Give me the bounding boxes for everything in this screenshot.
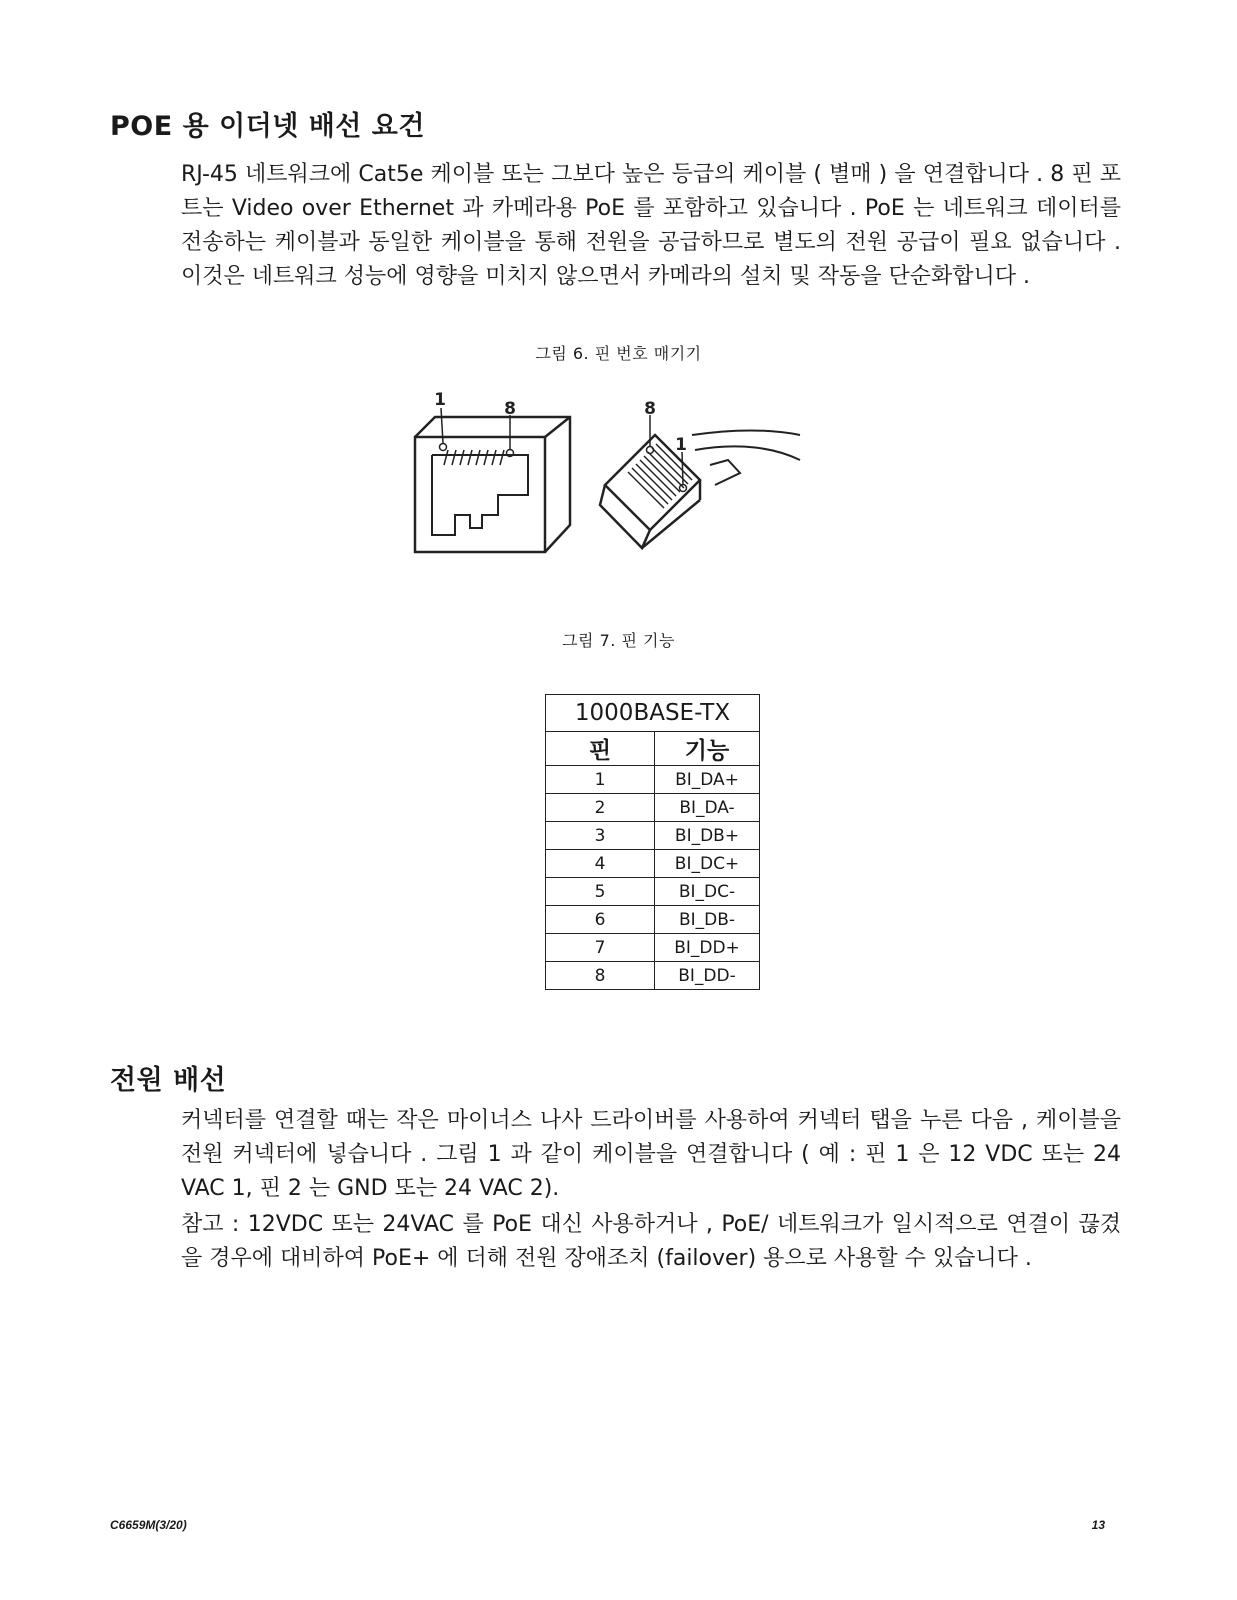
power-wiring-note: 참고 : 12VDC 또는 24VAC 를 PoE 대신 사용하거나 , PoE/ 네트워크가 일시적으로 연결이 끊겼을 경우에 대비하여 PoE+ 에 더해 전원 장애조치 (failover) 용으로 사용할 수 있습니다 .: [181, 1212, 1121, 1271]
pin-cell: 7: [546, 934, 655, 962]
pin-cell: 8: [546, 962, 655, 990]
pin-cell: 6: [546, 906, 655, 934]
pin-numbering-figure: [410, 390, 810, 565]
function-cell: BI_DD-: [655, 962, 760, 990]
function-cell: BI_DA+: [655, 766, 760, 794]
figure-6-caption: 그림 6. 핀 번호 매기기: [535, 344, 702, 363]
function-cell: BI_DD+: [655, 934, 760, 962]
figure-7-caption: 그림 7. 핀 기능: [562, 631, 675, 650]
jack-pin-1-label: 1: [434, 390, 446, 410]
table-row: [546, 934, 760, 962]
table-row: [546, 794, 760, 822]
column-header-pin: 핀: [546, 732, 655, 766]
table-title: 1000BASE-TX: [546, 695, 760, 732]
section-heading-poe-wiring: POE 용 이더넷 배선 요건: [110, 111, 425, 142]
pin-cell: 2: [546, 794, 655, 822]
function-cell: BI_DC-: [655, 878, 760, 906]
pin-cell: 3: [546, 822, 655, 850]
pin-cell: 5: [546, 878, 655, 906]
table-row: [546, 822, 760, 850]
power-wiring-paragraph: 커넥터를 연결할 때는 작은 마이너스 나사 드라이버를 사용하여 커넥터 탭을 누른 다음 , 케이블을 전원 커넥터에 넣습니다 . 그림 1 과 같이 케이블을 연결합니다 ( 예 : 핀 1 은 12 VDC 또는 24 VAC 1, 핀 2 는 GND 또는 24 VAC 2).: [181, 1108, 1121, 1201]
table-row: [546, 906, 760, 934]
column-header-function: 기능: [655, 732, 760, 766]
section-heading-power-wiring: 전원 배선: [110, 1065, 227, 1096]
table-row: [546, 850, 760, 878]
footer-page-number: 13: [1091, 1518, 1105, 1532]
plug-pin-1-label: 1: [675, 435, 687, 455]
function-cell: BI_DA-: [655, 794, 760, 822]
plug-pin-8-label: 8: [644, 399, 656, 419]
function-cell: BI_DC+: [655, 850, 760, 878]
pin-cell: 1: [546, 766, 655, 794]
pin-cell: 4: [546, 850, 655, 878]
table-row: [546, 766, 760, 794]
rj45-jack-illustration: [415, 408, 570, 552]
jack-pin-8-label: 8: [504, 399, 516, 419]
footer-doc-id: C6659M(3/20): [110, 1518, 187, 1532]
table-row: [546, 878, 760, 906]
function-cell: BI_DB-: [655, 906, 760, 934]
poe-wiring-paragraph: RJ-45 네트워크에 Cat5e 케이블 또는 그보다 높은 등급의 케이블 ( 별매 ) 을 연결합니다 . 8 핀 포트는 Video over Ethernet 과 카메라용 PoE 를 포함하고 있습니다 . PoE 는 네트워크 데이터를 전송하는 케이블과 동일한 케이블을 통해 전원을 공급하므로 별도의 전원 공급이 필요 없습니다 . 이것은 네트워크 성능에 영향을 미치지 않으면서 카메라의 설치 및 작동을 단순화합니다 .: [181, 162, 1121, 289]
rj45-plug-illustration: [600, 415, 800, 548]
pin-function-table: [545, 694, 760, 990]
table-row: [546, 962, 760, 990]
function-cell: BI_DB+: [655, 822, 760, 850]
